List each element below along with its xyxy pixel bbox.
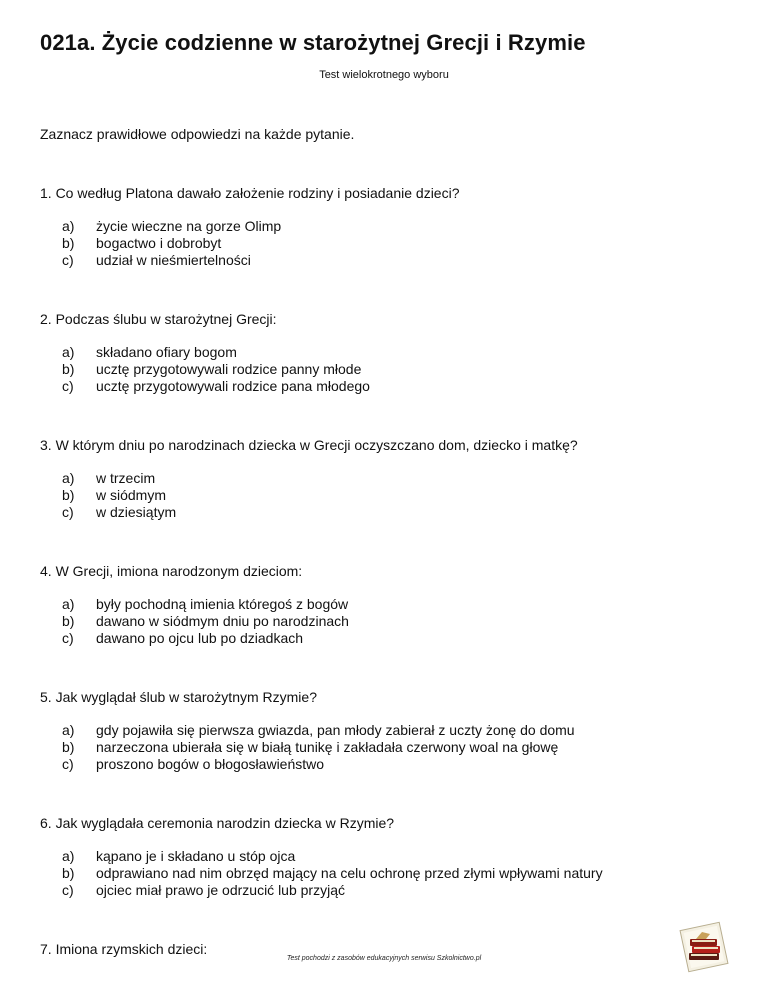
answer-option xyxy=(40,378,740,395)
answer-option xyxy=(40,470,740,487)
answer-text: ucztę przygotowywali rodzice pana młodego xyxy=(96,378,370,394)
answer-text: w siódmym xyxy=(96,487,167,503)
answer-text: dawano w siódmym dniu po narodzinach xyxy=(96,613,349,629)
question-block xyxy=(40,311,740,395)
answer-letter: a) xyxy=(62,596,75,612)
answer-letter: b) xyxy=(62,487,75,503)
answer-text: były pochodną imienia któregoś z bogów xyxy=(96,596,349,612)
answer-text: ojciec miał prawo je odrzucić lub przyjąć xyxy=(96,882,345,898)
answer-option xyxy=(40,252,740,269)
answer-option xyxy=(40,218,740,235)
answer-option xyxy=(40,487,740,504)
document-subtitle: Test wielokrotnego wyboru xyxy=(319,69,449,81)
answer-option xyxy=(40,613,740,630)
answer-option xyxy=(40,882,740,899)
answer-letter: c) xyxy=(62,252,74,268)
answer-option xyxy=(40,865,740,882)
books-icon xyxy=(676,920,732,974)
question-text: 3. W którym dniu po narodzinach dziecka w Grecji oczyszczano dom, dziecko i matkę? xyxy=(40,437,578,453)
answer-option xyxy=(40,722,740,739)
answer-text: ucztę przygotowywali rodzice panny młode xyxy=(96,361,362,377)
answer-text: życie wieczne na gorze Olimp xyxy=(96,218,282,234)
instruction-text: Zaznacz prawidłowe odpowiedzi na każde pytanie. xyxy=(40,126,355,142)
answer-text: odprawiano nad nim obrzęd mający na celu ochronę przed złymi wpływami natury xyxy=(96,865,603,881)
question-text: 6. Jak wyglądała ceremonia narodzin dziecka w Rzymie? xyxy=(40,815,395,831)
question-text: 1. Co według Platona dawało założenie rodziny i posiadanie dzieci? xyxy=(40,185,460,201)
answer-option xyxy=(40,344,740,361)
question-list xyxy=(40,185,740,999)
answer-letter: a) xyxy=(62,218,75,234)
answer-letter: a) xyxy=(62,344,75,360)
answer-option xyxy=(40,504,740,521)
question-block xyxy=(40,815,740,899)
question-block xyxy=(40,437,740,521)
answer-letter: b) xyxy=(62,865,75,881)
answer-text: dawano po ojcu lub po dziadkach xyxy=(96,630,304,646)
answer-letter: a) xyxy=(62,848,75,864)
answer-letter: a) xyxy=(62,722,75,738)
answer-text: narzeczona ubierała się w białą tunikę i zakładała czerwony woal na głowę xyxy=(96,739,559,755)
answer-text: proszono bogów o błogosławieństwo xyxy=(96,756,325,772)
answer-option xyxy=(40,235,740,252)
question-text: 4. W Grecji, imiona narodzonym dzieciom: xyxy=(40,563,303,579)
answer-letter: b) xyxy=(62,361,75,377)
answer-option xyxy=(40,630,740,647)
question-text: 7. Imiona rzymskich dzieci: xyxy=(40,941,208,957)
answer-letter: c) xyxy=(62,630,74,646)
answer-text: składano ofiary bogom xyxy=(96,344,237,360)
question-block xyxy=(40,689,740,773)
answer-option xyxy=(40,756,740,773)
answer-letter: c) xyxy=(62,756,74,772)
question-block xyxy=(40,185,740,269)
answer-option xyxy=(40,596,740,613)
answer-text: w dziesiątym xyxy=(96,504,177,520)
answer-option xyxy=(40,361,740,378)
answer-letter: b) xyxy=(62,235,75,251)
answer-letter: a) xyxy=(62,470,75,486)
answer-text: kąpano je i składano u stóp ojca xyxy=(96,848,296,864)
answer-text: udział w nieśmiertelności xyxy=(96,252,251,268)
document-title: 021a. Życie codzienne w starożytnej Grecji i Rzymie xyxy=(40,30,586,55)
answer-letter: c) xyxy=(62,882,74,898)
answer-text: bogactwo i dobrobyt xyxy=(96,235,222,251)
answer-text: w trzecim xyxy=(96,470,156,486)
answer-letter: c) xyxy=(62,504,74,520)
question-text: 5. Jak wyglądał ślub w starożytnym Rzymie? xyxy=(40,689,317,705)
answer-letter: b) xyxy=(62,613,75,629)
answer-option xyxy=(40,848,740,865)
answer-text: gdy pojawiła się pierwsza gwiazda, pan młody zabierał z uczty żonę do domu xyxy=(96,722,575,738)
question-block xyxy=(40,563,740,647)
answer-letter: c) xyxy=(62,378,74,394)
answer-letter: b) xyxy=(62,739,75,755)
question-text: 2. Podczas ślubu w starożytnej Grecji: xyxy=(40,311,277,327)
answer-option xyxy=(40,739,740,756)
footer-source-note: Test pochodzi z zasobów edukacyjnych serwisu Szkolnictwo.pl xyxy=(286,955,482,962)
